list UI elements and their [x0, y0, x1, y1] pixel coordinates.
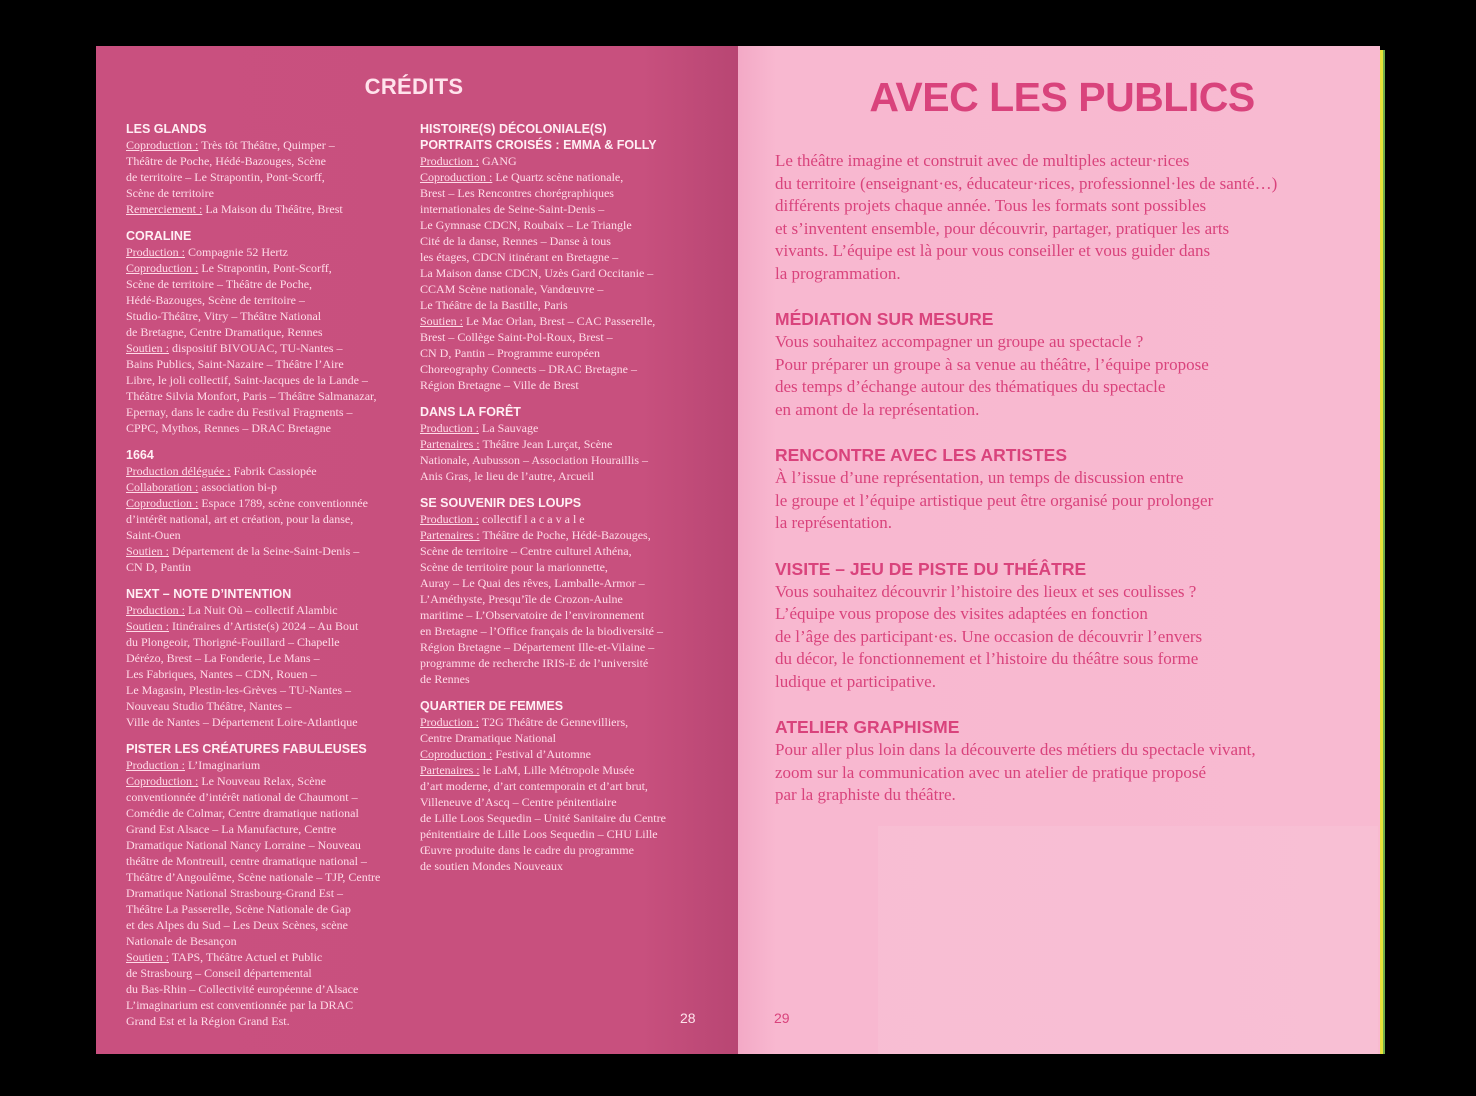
section-line: L’équipe vous propose des visites adaptées en fonction	[775, 604, 1148, 623]
sections	[775, 307, 1365, 807]
credit-line	[126, 821, 416, 837]
intro-line: différents projets chaque année. Tous les formats sont possibles	[775, 196, 1207, 215]
credit-line	[126, 837, 416, 853]
credit-label: Coproduction :	[126, 261, 199, 275]
credit-line	[420, 313, 710, 329]
credit-line	[126, 917, 416, 933]
credit-label: Production :	[126, 245, 185, 259]
credit-text: Choreography Connects – DRAC Bretagne –	[420, 362, 637, 376]
credit-block	[126, 586, 416, 730]
credits-title: CRÉDITS	[364, 74, 464, 99]
credit-text: CN D, Pantin – Programme européen	[420, 346, 600, 360]
page-number-left: 28	[680, 1010, 696, 1026]
credit-text: Le Strapontin, Pont-Scorff,	[198, 261, 332, 275]
credit-heading: CORALINE	[126, 229, 192, 243]
credit-line	[420, 233, 710, 249]
credit-text: Grand Est et la Région Grand Est.	[126, 1014, 290, 1028]
credit-line	[420, 361, 710, 377]
credit-text: Nouveau Studio Théâtre, Nantes –	[126, 699, 292, 713]
credit-label: Production :	[126, 758, 185, 772]
credit-text: Centre Dramatique National	[420, 731, 556, 745]
credit-text: et des Alpes du Sud – Les Deux Scènes, scène	[126, 918, 348, 932]
section-heading: MÉDIATION SUR MESURE	[775, 309, 994, 329]
credit-line	[420, 345, 710, 361]
credit-line	[420, 559, 710, 575]
credit-line	[126, 714, 416, 730]
credit-text: théâtre de Montreuil, centre dramatique national –	[126, 854, 367, 868]
credit-text: Scène de territoire – Théâtre de Poche,	[126, 277, 313, 291]
credit-text: Espace 1789, scène conventionnée	[198, 496, 368, 510]
credit-line	[126, 388, 416, 404]
credit-line	[420, 842, 710, 858]
credit-heading: DANS LA FORÊT	[420, 405, 521, 419]
credit-text: du Bas-Rhin – Collectivité européenne d’Alsace	[126, 982, 359, 996]
section-heading: VISITE – JEU DE PISTE DU THÉÂTRE	[775, 558, 1087, 579]
credit-text: d’art moderne, d’art contemporain et d’art brut,	[420, 779, 648, 793]
credit-line	[126, 773, 416, 789]
credit-line	[420, 217, 710, 233]
credit-text: Brest – Les Rencontres chorégraphiques	[420, 186, 614, 200]
credit-text: de Rennes	[420, 672, 470, 686]
credit-line	[126, 511, 416, 527]
credit-text: Nationale, Aubusson – Association Houraillis –	[420, 453, 648, 467]
credit-text: La Sauvage	[479, 421, 539, 435]
credit-label: Partenaires :	[420, 763, 480, 777]
credit-label: Coproduction :	[420, 170, 493, 184]
credit-label: Coproduction :	[126, 138, 199, 152]
intro-line: et s’inventent ensemble, pour découvrir, partager, pratiquer les arts	[775, 218, 1230, 238]
credit-line	[126, 260, 416, 276]
credit-line	[126, 420, 416, 436]
credit-text: Le Quartz scène nationale,	[492, 170, 624, 184]
credit-text: maritime – L’Observatoire de l’environnement	[420, 608, 645, 622]
credit-line	[126, 308, 416, 324]
intro-line: vivants. L’équipe est là pour vous conseiller et vous guider dans	[775, 241, 1211, 260]
credit-text: collectif l a c a v a l e	[479, 512, 585, 526]
section-heading: RENCONTRE AVEC LES ARTISTES	[775, 445, 1068, 465]
credit-line	[420, 762, 710, 778]
credit-label: Production :	[420, 421, 479, 435]
credit-label: Production :	[126, 603, 185, 617]
credit-line	[420, 655, 710, 671]
credit-line	[126, 981, 416, 997]
credit-label: Production :	[420, 715, 479, 729]
page-number-right: 29	[774, 1010, 790, 1026]
section-text	[775, 331, 1365, 421]
credit-line	[126, 356, 416, 372]
credit-text: en Bretagne – l’Office français de la biodiversité –	[420, 624, 664, 638]
credit-heading: PISTER LES CRÉATURES FABULEUSES	[126, 742, 367, 756]
credit-text: Théâtre Jean Lurçat, Scène	[479, 437, 613, 451]
credit-line	[126, 1013, 416, 1029]
credit-label: Partenaires :	[420, 528, 480, 542]
credit-line	[126, 201, 416, 217]
credit-line	[420, 265, 710, 281]
credit-text: L’imaginarium est conventionnée par la DRAC	[126, 998, 354, 1012]
section-text	[775, 581, 1365, 694]
credit-text: Œuvre produite dans le cadre du programme	[420, 843, 634, 857]
intro-line: du territoire (enseignant·es, éducateur·rices, professionnel·les de santé…)	[775, 173, 1278, 193]
credit-text: Nationale de Besançon	[126, 934, 237, 948]
credit-label: Production déléguée :	[126, 464, 231, 478]
credit-text: programme de recherche IRIS-E de l’université	[420, 656, 649, 670]
credit-line	[126, 666, 416, 682]
credit-label: Collaboration :	[126, 480, 199, 494]
credit-text: GANG	[479, 154, 517, 168]
credit-text: de soutien Mondes Nouveaux	[420, 859, 563, 873]
credit-text: Les Fabriques, Nantes – CDN, Rouen –	[126, 667, 317, 681]
credit-line	[420, 858, 710, 874]
credit-text: Cité de la danse, Rennes – Danse à tous	[420, 234, 611, 248]
section-line: zoom sur la communication avec un atelier de pratique proposé	[775, 762, 1206, 782]
section-line: Pour préparer un groupe à sa venue au théâtre, l’équipe propose	[775, 354, 1209, 374]
credit-text: Villeneuve d’Ascq – Centre pénitentiaire	[420, 795, 617, 809]
credit-text: Scène de territoire	[126, 186, 214, 200]
credit-text: association bi-p	[198, 480, 277, 494]
credits-column-2	[420, 121, 710, 885]
credit-text: Le Magasin, Plestin-les-Grèves – TU-Nantes –	[126, 683, 352, 697]
credit-text: Bains Publics, Saint-Nazaire – Théâtre l’Aire	[126, 357, 344, 371]
credit-text: Dérézo, Brest – La Fonderie, Le Mans –	[126, 651, 320, 665]
credit-text: La Maison danse CDCN, Uzès Gard Occitanie –	[420, 266, 654, 280]
section	[775, 443, 1365, 535]
credit-line	[420, 249, 710, 265]
credit-label: Production :	[420, 512, 479, 526]
credit-label: Remerciement :	[126, 202, 203, 216]
credit-line	[126, 682, 416, 698]
credit-line	[420, 468, 710, 484]
credit-label: Soutien :	[126, 341, 170, 355]
credit-text: les étages, CDCN itinérant en Bretagne –	[420, 250, 619, 264]
section-text	[775, 467, 1365, 535]
credit-block	[420, 698, 710, 874]
credit-line	[126, 618, 416, 634]
credit-heading: QUARTIER DE FEMMES	[420, 699, 564, 713]
credit-line	[420, 201, 710, 217]
credit-line	[126, 153, 416, 169]
credit-label: Coproduction :	[420, 747, 493, 761]
credit-line	[420, 607, 710, 623]
credit-text: dispositif BIVOUAC, TU-Nantes –	[169, 341, 343, 355]
credit-heading: SE SOUVENIR DES LOUPS	[420, 496, 582, 510]
credit-block	[126, 741, 416, 1029]
credit-text: Scène de territoire – Centre culturel Athéna,	[420, 544, 632, 558]
credit-line	[126, 292, 416, 308]
left-page	[96, 46, 738, 1054]
credit-line	[420, 778, 710, 794]
credit-line	[126, 324, 416, 340]
credit-line	[126, 698, 416, 714]
credit-line	[126, 169, 416, 185]
credit-text: de Lille Loos Sequedin – Unité Sanitaire du Centre	[420, 811, 666, 825]
credit-label: Coproduction :	[126, 496, 199, 510]
credit-line	[420, 623, 710, 639]
credit-label: Soutien :	[126, 544, 170, 558]
credit-line	[126, 559, 416, 575]
credit-line	[126, 527, 416, 543]
credit-text: Itinéraires d’Artiste(s) 2024 – Au Bout	[169, 619, 359, 633]
credit-line	[126, 869, 416, 885]
section-line: le groupe et l’équipe artistique peut être organisé pour prolonger	[775, 490, 1214, 510]
credit-line	[420, 185, 710, 201]
credit-text: Ville de Nantes – Département Loire-Atlantique	[126, 715, 358, 729]
credit-text: Saint-Ouen	[126, 528, 181, 542]
credit-line	[126, 634, 416, 650]
credit-text: Théâtre La Passerelle, Scène Nationale de Gap	[126, 902, 351, 916]
credit-text: pénitentiaire de Lille Loos Sequedin – CHU Lille	[420, 827, 658, 841]
credit-line	[420, 420, 710, 436]
section-heading: ATELIER GRAPHISME	[775, 717, 960, 737]
credit-line	[420, 153, 710, 169]
section-line: Pour aller plus loin dans la découverte des métiers du spectacle vivant,	[775, 740, 1256, 759]
background-shade	[878, 826, 1378, 1054]
credit-line	[126, 949, 416, 965]
credit-block	[420, 495, 710, 687]
credit-line	[126, 372, 416, 388]
credit-line	[126, 137, 416, 153]
right-content	[775, 150, 1365, 829]
credit-line	[126, 602, 416, 618]
intro-paragraph	[775, 150, 1365, 285]
credit-text: du Plongeoir, Thorigné-Fouillard – Chapelle	[126, 635, 340, 649]
credit-line	[420, 810, 710, 826]
credit-line	[420, 377, 710, 393]
credit-text: T2G Théâtre de Gennevilliers,	[479, 715, 629, 729]
credit-line	[126, 340, 416, 356]
section-line: Vous souhaitez accompagner un groupe au spectacle ?	[775, 332, 1144, 351]
credit-label: Soutien :	[126, 950, 170, 964]
credit-block	[126, 447, 416, 575]
credit-line	[420, 169, 710, 185]
credit-line	[420, 436, 710, 452]
credit-text: La Nuit Où – collectif Alambic	[185, 603, 338, 617]
credit-label: Partenaires :	[420, 437, 480, 451]
credit-line	[420, 639, 710, 655]
credit-text: Fabrik Cassiopée	[230, 464, 317, 478]
credit-label: Soutien :	[126, 619, 170, 633]
section-line: À l’issue d’une représentation, un temps de discussion entre	[775, 468, 1184, 487]
credit-text: Département de la Seine-Saint-Denis –	[169, 544, 360, 558]
credit-line	[126, 650, 416, 666]
credit-line	[420, 452, 710, 468]
credit-heading: NEXT – NOTE D’INTENTION	[126, 587, 292, 601]
credit-text: Théâtre Silvia Monfort, Paris – Théâtre Salmanazar,	[126, 389, 377, 403]
credit-text: Dramatique National Strasbourg-Grand Est –	[126, 886, 344, 900]
credit-heading: LES GLANDS	[126, 122, 207, 136]
credit-line	[126, 244, 416, 260]
credit-line	[126, 185, 416, 201]
credit-line	[126, 276, 416, 292]
credit-line	[420, 746, 710, 762]
credit-label: Production :	[420, 154, 479, 168]
credit-text: internationales de Seine-Saint-Denis –	[420, 202, 605, 216]
credit-line	[126, 853, 416, 869]
credit-text: Studio-Théâtre, Vitry – Théâtre National	[126, 309, 322, 323]
credit-text: L’Imaginarium	[185, 758, 261, 772]
credit-text: d’intérêt national, art et création, pour la danse,	[126, 512, 354, 526]
credit-line	[420, 329, 710, 345]
credit-text: de territoire – Le Strapontin, Pont-Scorff,	[126, 170, 325, 184]
credit-text: Compagnie 52 Hertz	[185, 245, 288, 259]
credit-text: Le Gymnase CDCN, Roubaix – Le Triangle	[420, 218, 632, 232]
section-line: des temps d’échange autour des thématiques du spectacle	[775, 377, 1166, 396]
credit-text: L’Améthyste, Presqu’île de Crozon-Aulne	[420, 592, 623, 606]
credit-label: Soutien :	[420, 314, 464, 328]
credit-text: Festival d’Automne	[492, 747, 591, 761]
credit-text: Région Bretagne – Département Ille-et-Vilaine –	[420, 640, 655, 654]
credit-text: CCAM Scène nationale, Vandœuvre –	[420, 282, 604, 296]
credit-line	[126, 495, 416, 511]
section-line: par la graphiste du théâtre.	[775, 785, 956, 804]
credit-text: Dramatique National Nancy Lorraine – Nouveau	[126, 838, 361, 852]
credit-heading: HISTOIRE(S) DÉCOLONIALE(S)	[420, 122, 607, 136]
credit-line	[420, 297, 710, 313]
credit-text: Epernay, dans le cadre du Festival Fragments –	[126, 405, 353, 419]
credit-line	[126, 805, 416, 821]
credit-text: La Maison du Théâtre, Brest	[202, 202, 343, 216]
credit-text: Théâtre d’Angoulême, Scène nationale – TJP, Centre	[126, 870, 381, 884]
credit-line	[126, 965, 416, 981]
credit-label: Coproduction :	[126, 774, 199, 788]
credit-text: Anis Gras, le lieu de l’autre, Arcueil	[420, 469, 594, 483]
page-edge-green	[1383, 50, 1385, 1054]
credit-line	[126, 901, 416, 917]
section-line: ludique et participative.	[775, 671, 936, 691]
credit-text: Très tôt Théâtre, Quimper –	[198, 138, 335, 152]
credit-text: Région Bretagne – Ville de Brest	[420, 378, 579, 392]
credit-text: Hédé-Bazouges, Scène de territoire –	[126, 293, 305, 307]
credit-line	[126, 463, 416, 479]
section-line: de l’âge des participant·es. Une occasion de découvrir l’envers	[775, 626, 1203, 646]
credit-text: Scène de territoire pour la marionnette,	[420, 560, 608, 574]
credit-text: de Strasbourg – Conseil départemental	[126, 966, 312, 980]
section-line: la représentation.	[775, 513, 893, 532]
credit-text: Le Mac Orlan, Brest – CAC Passerelle,	[463, 314, 656, 328]
section-line: du décor, le fonctionnement et l’histoire du théâtre sous forme	[775, 649, 1199, 668]
credit-heading: PORTRAITS CROISÉS : EMMA & FOLLY	[420, 138, 657, 152]
credit-text: TAPS, Théâtre Actuel et Public	[169, 950, 323, 964]
credit-line	[420, 714, 710, 730]
credit-line	[126, 789, 416, 805]
page-title: AVEC LES PUBLICS	[869, 74, 1255, 120]
credit-heading: 1664	[126, 448, 154, 462]
section-text	[775, 739, 1365, 807]
credit-text: Le Théâtre de la Bastille, Paris	[420, 298, 568, 312]
credit-line	[126, 543, 416, 559]
credit-line	[126, 404, 416, 420]
credit-line	[126, 885, 416, 901]
credit-text: Grand Est Alsace – La Manufacture, Centre	[126, 822, 337, 836]
credit-line	[420, 826, 710, 842]
credit-text: Théâtre de Poche, Hédé-Bazouges, Scène	[126, 154, 326, 168]
credit-text: Comédie de Colmar, Centre dramatique national	[126, 806, 359, 820]
credit-line	[420, 281, 710, 297]
section-line: en amont de la représentation.	[775, 399, 980, 419]
section-line: Vous souhaitez découvrir l’histoire des lieux et ses coulisses ?	[775, 581, 1197, 601]
right-page	[738, 46, 1380, 1054]
credit-text: Auray – Le Quai des rêves, Lamballe-Armor –	[420, 576, 645, 590]
credits-column-1	[126, 121, 416, 1040]
credit-line	[420, 575, 710, 591]
credit-text: Théâtre de Poche, Hédé-Bazouges,	[479, 528, 651, 542]
credit-line	[420, 543, 710, 559]
credit-text: de Bretagne, Centre Dramatique, Rennes	[126, 325, 323, 339]
credit-block	[126, 228, 416, 436]
intro-line: Le théâtre imagine et construit avec de multiples acteur·rices	[775, 151, 1190, 170]
intro-line: la programmation.	[775, 263, 901, 283]
credit-line	[420, 527, 710, 543]
credit-text: Le Nouveau Relax, Scène	[198, 774, 326, 788]
credit-line	[420, 591, 710, 607]
credit-line	[126, 997, 416, 1013]
credit-line	[420, 671, 710, 687]
credit-line	[126, 757, 416, 773]
credit-text: conventionnée d’intérêt national de Chaumont –	[126, 790, 358, 804]
credit-line	[420, 730, 710, 746]
credit-text: CPPC, Mythos, Rennes – DRAC Bretagne	[126, 421, 332, 435]
credit-block	[126, 121, 416, 217]
credit-text: le LaM, Lille Métropole Musée	[479, 763, 635, 777]
credit-text: Libre, le joli collectif, Saint-Jacques de la Lande –	[126, 373, 368, 387]
section	[775, 715, 1365, 807]
credit-line	[126, 933, 416, 949]
credit-block	[420, 404, 710, 484]
credit-line	[420, 794, 710, 810]
credit-line	[420, 511, 710, 527]
credit-text: CN D, Pantin	[126, 560, 192, 574]
credit-text: Brest – Collège Saint-Pol-Roux, Brest –	[420, 330, 613, 344]
section	[775, 307, 1365, 421]
credit-block	[420, 121, 710, 393]
section	[775, 557, 1365, 694]
credit-line	[126, 479, 416, 495]
